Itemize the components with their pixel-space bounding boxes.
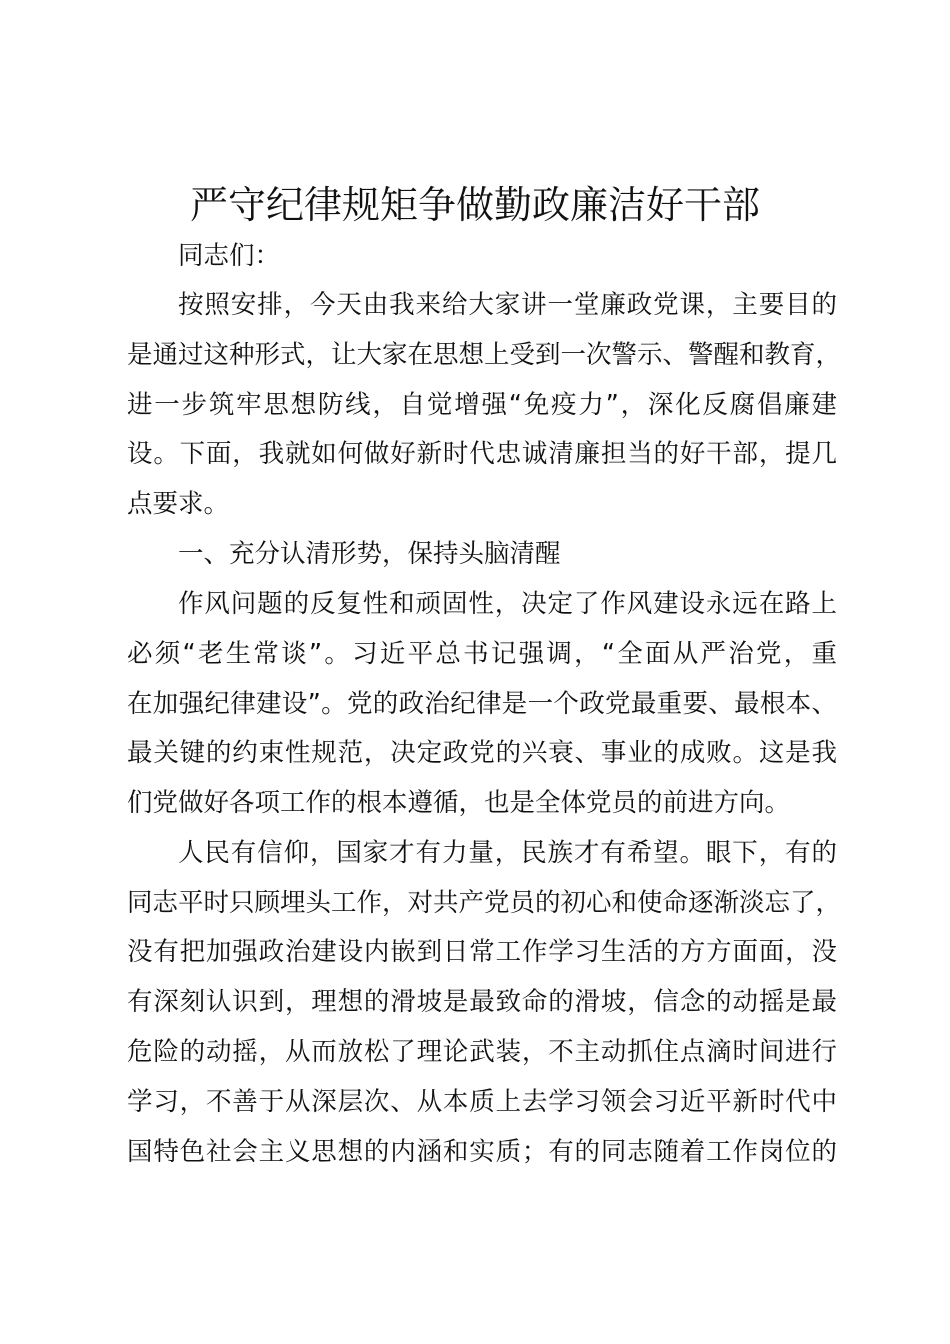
paragraph-line: 点要求。	[127, 489, 230, 519]
paragraph-line: 最关键的约束性规范，决定政党的兴衰、事业的成败。这是我	[127, 738, 837, 768]
paragraph-line: 作风问题的反复性和顽固性，决定了作风建设永远在路上	[178, 589, 837, 619]
paragraph-line: 必须“老生常谈”。习近平总书记强调，“全面从严治党，重	[127, 639, 837, 669]
paragraph-line: 们党做好各项工作的根本遵循，也是全体党员的前进方向。	[127, 788, 791, 818]
paragraph-line: 进一步筑牢思想防线，自觉增强“免疫力”，深化反腐倡廉建	[127, 390, 837, 420]
salutation: 同志们：	[178, 241, 281, 271]
paragraph-line: 人民有信仰，国家才有力量，民族才有希望。眼下，有的	[178, 838, 837, 868]
paragraph-line: 是通过这种形式，让大家在思想上受到一次警示、警醒和教育，	[127, 340, 842, 370]
paragraph-line: 同志平时只顾埋头工作，对共产党员的初心和使命逐渐淡忘了，	[127, 888, 842, 918]
paragraph-line: 按照安排，今天由我来给大家讲一堂廉政党课，主要目的	[178, 290, 837, 320]
paragraph-line: 危险的动摇，从而放松了理论武装，不主动抓住点滴时间进行	[127, 1037, 837, 1067]
paragraph-line: 学习，不善于从深层次、从本质上去学习领会习近平新时代中	[127, 1087, 837, 1117]
paragraph-line: 国特色社会主义思想的内涵和实质；有的同志随着工作岗位的	[127, 1137, 837, 1167]
document-title: 严守纪律规矩争做勤政廉洁好干部	[189, 183, 760, 227]
section-heading: 一、充分认清形势，保持头脑清醒	[178, 539, 561, 569]
paragraph-line: 设。下面，我就如何做好新时代忠诚清廉担当的好干部，提几	[127, 439, 837, 469]
paragraph-line: 有深刻认识到，理想的滑坡是最致命的滑坡，信念的动摇是最	[127, 987, 837, 1017]
paragraph-line: 没有把加强政治建设内嵌到日常工作学习生活的方方面面，没	[127, 937, 837, 967]
paragraph-line: 在加强纪律建设”。党的政治纪律是一个政党最重要、最根本、	[127, 689, 837, 719]
